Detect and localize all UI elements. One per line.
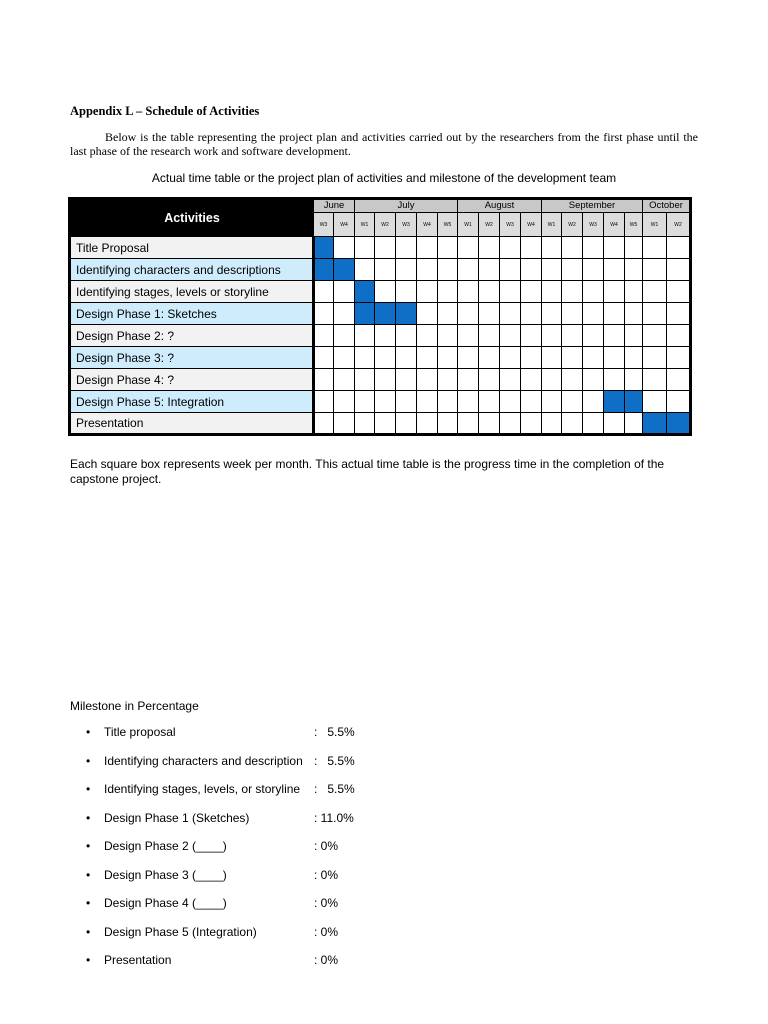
week-cell-filled: [667, 413, 691, 435]
week-cell: [542, 259, 562, 281]
week-cell: [643, 369, 667, 391]
week-cell: [583, 237, 604, 259]
week-cell-filled: [643, 413, 667, 435]
week-cell: [396, 391, 417, 413]
week-cell: [667, 347, 691, 369]
week-cell: [375, 281, 396, 303]
month-header-september: September: [542, 199, 643, 213]
week-header: W1: [355, 213, 375, 237]
table-row: [70, 369, 691, 391]
week-cell: [396, 259, 417, 281]
milestone-item: [86, 782, 416, 811]
week-cell: [375, 413, 396, 435]
week-cell: [396, 347, 417, 369]
week-cell: [667, 391, 691, 413]
week-cell: [667, 369, 691, 391]
week-cell-filled: [314, 237, 334, 259]
milestone-label: Presentation: [104, 953, 172, 967]
week-cell: [396, 413, 417, 435]
week-header: W3: [583, 213, 604, 237]
week-header: W4: [604, 213, 625, 237]
week-cell: [643, 281, 667, 303]
week-cell: [604, 347, 625, 369]
week-cell: [417, 325, 438, 347]
milestone-value: : 0%: [314, 867, 339, 882]
week-cell: [667, 237, 691, 259]
table-note: Each square box represents week per month. This actual time table is the progress time in the completion of the capstone project.: [70, 457, 665, 486]
milestone-value: : 0%: [314, 839, 339, 853]
week-cell: [479, 347, 500, 369]
week-cell: [643, 391, 667, 413]
week-cell: [417, 281, 438, 303]
week-cell: [521, 413, 542, 435]
week-cell: [521, 391, 542, 413]
week-header: W5: [625, 213, 643, 237]
week-cell: [479, 369, 500, 391]
milestone-item: [86, 754, 416, 783]
bullet-icon: •: [86, 839, 91, 853]
week-cell: [562, 259, 583, 281]
week-cell: [438, 281, 458, 303]
month-header-june: June: [314, 199, 355, 213]
week-cell: [521, 237, 542, 259]
week-cell: [500, 237, 521, 259]
milestone-value: : 0%: [314, 924, 339, 939]
week-cell: [334, 369, 355, 391]
week-cell: [542, 325, 562, 347]
milestone-value: : 5.5%: [314, 725, 355, 739]
milestone-label: Design Phase 3 (____): [104, 867, 227, 882]
milestone-item: [86, 868, 416, 897]
table-row: [70, 413, 691, 435]
week-cell: [625, 347, 643, 369]
week-cell: [583, 413, 604, 435]
week-cell: [542, 281, 562, 303]
week-cell: [667, 325, 691, 347]
week-cell: [643, 259, 667, 281]
week-cell: [542, 237, 562, 259]
week-cell: [417, 413, 438, 435]
activities-header: Activities: [70, 199, 314, 237]
week-cell: [562, 237, 583, 259]
week-cell: [438, 303, 458, 325]
activity-label: Design Phase 5: Integration: [70, 391, 314, 413]
week-cell: [479, 391, 500, 413]
week-cell: [334, 237, 355, 259]
week-header: W4: [334, 213, 355, 237]
week-cell: [521, 303, 542, 325]
week-cell: [500, 369, 521, 391]
week-cell: [334, 391, 355, 413]
week-cell: [417, 391, 438, 413]
milestone-value: : 11.0%: [314, 810, 354, 825]
table-row: [70, 391, 691, 413]
week-cell: [643, 347, 667, 369]
week-cell: [562, 281, 583, 303]
activity-label: Design Phase 2: ?: [70, 325, 314, 347]
week-cell: [396, 369, 417, 391]
week-cell: [667, 259, 691, 281]
week-header: W1: [458, 213, 479, 237]
week-cell: [479, 303, 500, 325]
week-cell: [604, 237, 625, 259]
table-row: [70, 303, 691, 325]
week-cell: [500, 325, 521, 347]
table-row: [70, 347, 691, 369]
week-cell: [500, 259, 521, 281]
milestone-label: Design Phase 5 (Integration): [104, 924, 257, 939]
milestone-value: : 0%: [314, 896, 339, 910]
bullet-icon: •: [86, 867, 91, 882]
week-cell: [375, 237, 396, 259]
week-cell: [438, 369, 458, 391]
bullet-icon: •: [86, 810, 91, 825]
week-cell: [500, 303, 521, 325]
week-cell: [542, 391, 562, 413]
activity-label: Identifying characters and descriptions: [70, 259, 314, 281]
table-row: [70, 237, 691, 259]
milestone-value: : 5.5%: [314, 753, 355, 768]
week-cell: [314, 369, 334, 391]
week-header: W2: [562, 213, 583, 237]
week-cell: [375, 347, 396, 369]
week-cell-filled: [396, 303, 417, 325]
week-cell: [521, 281, 542, 303]
milestone-value: : 0%: [314, 953, 339, 967]
week-cell: [355, 347, 375, 369]
week-cell: [458, 303, 479, 325]
bullet-icon: •: [86, 896, 91, 910]
milestone-list: [86, 725, 416, 982]
week-cell: [521, 325, 542, 347]
bullet-icon: •: [86, 924, 91, 939]
week-cell: [314, 347, 334, 369]
week-cell: [604, 325, 625, 347]
milestone-item: [86, 839, 416, 868]
week-cell: [479, 259, 500, 281]
week-cell: [375, 325, 396, 347]
week-header: W1: [542, 213, 562, 237]
week-cell-filled: [314, 259, 334, 281]
week-cell: [625, 325, 643, 347]
table-row: [70, 325, 691, 347]
week-header: W2: [479, 213, 500, 237]
milestone-value: : 5.5%: [314, 782, 355, 796]
week-cell: [521, 347, 542, 369]
week-header: W3: [314, 213, 334, 237]
week-cell: [625, 413, 643, 435]
month-header-october: October: [643, 199, 691, 213]
month-header-august: August: [458, 199, 542, 213]
week-cell: [625, 281, 643, 303]
milestone-item: [86, 725, 416, 754]
week-cell: [667, 303, 691, 325]
week-cell: [479, 413, 500, 435]
week-cell-filled: [625, 391, 643, 413]
week-cell: [500, 347, 521, 369]
week-header: W4: [521, 213, 542, 237]
week-cell: [625, 237, 643, 259]
week-cell: [604, 369, 625, 391]
week-cell: [417, 369, 438, 391]
week-cell: [562, 369, 583, 391]
week-cell: [521, 259, 542, 281]
week-header: W5: [438, 213, 458, 237]
week-cell: [542, 413, 562, 435]
week-cell: [500, 413, 521, 435]
table-caption: Actual time table or the project plan of activities and milestone of the development team: [151, 171, 617, 185]
week-cell: [583, 281, 604, 303]
week-cell: [562, 325, 583, 347]
week-header: W3: [396, 213, 417, 237]
week-cell: [375, 391, 396, 413]
bullet-icon: •: [86, 953, 91, 967]
week-cell: [458, 413, 479, 435]
milestone-label: Identifying stages, levels, or storyline: [104, 782, 301, 796]
week-cell: [583, 303, 604, 325]
week-cell: [334, 303, 355, 325]
week-cell: [458, 325, 479, 347]
milestone-item: [86, 811, 416, 840]
week-cell: [625, 303, 643, 325]
week-cell: [314, 303, 334, 325]
week-cell: [314, 391, 334, 413]
milestone-label: Title proposal: [104, 725, 176, 739]
week-cell: [334, 325, 355, 347]
week-header: W2: [667, 213, 691, 237]
week-cell-filled: [355, 281, 375, 303]
week-cell: [562, 303, 583, 325]
week-cell: [438, 347, 458, 369]
bullet-icon: •: [86, 753, 91, 768]
week-cell: [604, 303, 625, 325]
week-cell: [314, 281, 334, 303]
week-cell: [314, 413, 334, 435]
intro-paragraph: Below is the table representing the project plan and activities carried out by the researchers from the first phase until the last phase of the research work and software development.: [70, 130, 698, 158]
table-row: [70, 281, 691, 303]
week-cell: [355, 237, 375, 259]
appendix-heading: Appendix L – Schedule of Activities: [70, 104, 260, 118]
week-cell: [583, 347, 604, 369]
week-cell: [438, 237, 458, 259]
activity-label: Title Proposal: [70, 237, 314, 259]
week-cell: [355, 413, 375, 435]
week-cell: [583, 369, 604, 391]
week-cell: [417, 259, 438, 281]
milestone-item: [86, 953, 416, 982]
week-cell: [521, 369, 542, 391]
week-cell: [355, 259, 375, 281]
week-cell: [604, 259, 625, 281]
week-cell: [643, 303, 667, 325]
week-cell: [438, 259, 458, 281]
week-cell: [458, 259, 479, 281]
week-cell: [355, 391, 375, 413]
week-cell-filled: [355, 303, 375, 325]
week-cell: [562, 347, 583, 369]
month-header-july: July: [355, 199, 458, 213]
week-cell: [625, 369, 643, 391]
week-cell: [458, 369, 479, 391]
bullet-icon: •: [86, 782, 91, 796]
milestones-title: Milestone in Percentage: [70, 699, 199, 713]
bullet-icon: •: [86, 725, 91, 739]
activity-label: Identifying stages, levels or storyline: [70, 281, 314, 303]
week-cell: [355, 369, 375, 391]
table-row: [70, 259, 691, 281]
week-cell: [500, 281, 521, 303]
week-cell: [438, 325, 458, 347]
week-cell: [396, 281, 417, 303]
week-cell: [542, 369, 562, 391]
milestone-label: Design Phase 2 (____): [104, 839, 227, 853]
week-header: W2: [375, 213, 396, 237]
milestone-label: Identifying characters and description: [104, 753, 303, 768]
week-cell: [643, 325, 667, 347]
week-cell: [334, 347, 355, 369]
week-cell: [625, 259, 643, 281]
activity-label: Design Phase 1: Sketches: [70, 303, 314, 325]
week-cell: [438, 391, 458, 413]
gantt-schedule-table: [68, 197, 692, 436]
week-cell: [396, 325, 417, 347]
week-header: W4: [417, 213, 438, 237]
week-cell: [375, 259, 396, 281]
week-cell: [314, 325, 334, 347]
milestone-item: [86, 896, 416, 925]
week-cell: [375, 369, 396, 391]
week-cell: [583, 391, 604, 413]
milestone-label: Design Phase 1 (Sketches): [104, 810, 250, 825]
week-cell-filled: [334, 259, 355, 281]
week-cell: [417, 303, 438, 325]
week-cell: [500, 391, 521, 413]
week-cell: [458, 281, 479, 303]
week-cell: [355, 325, 375, 347]
week-cell: [458, 391, 479, 413]
milestone-label: Design Phase 4 (____): [104, 896, 227, 910]
week-cell: [643, 237, 667, 259]
week-cell: [458, 237, 479, 259]
week-cell: [334, 413, 355, 435]
activity-label: Presentation: [70, 413, 314, 435]
activity-label: Design Phase 4: ?: [70, 369, 314, 391]
week-cell: [562, 413, 583, 435]
week-cell: [417, 237, 438, 259]
week-cell: [542, 303, 562, 325]
week-cell: [604, 413, 625, 435]
activity-label: Design Phase 3: ?: [70, 347, 314, 369]
week-cell: [604, 281, 625, 303]
week-cell: [417, 347, 438, 369]
week-cell-filled: [375, 303, 396, 325]
week-cell: [583, 259, 604, 281]
week-cell: [458, 347, 479, 369]
week-cell-filled: [604, 391, 625, 413]
week-cell: [667, 281, 691, 303]
week-header: W1: [643, 213, 667, 237]
milestone-item: [86, 925, 416, 954]
week-cell: [562, 391, 583, 413]
week-cell: [542, 347, 562, 369]
week-cell: [583, 325, 604, 347]
week-header: W3: [500, 213, 521, 237]
week-cell: [479, 237, 500, 259]
week-cell: [479, 281, 500, 303]
week-cell: [438, 413, 458, 435]
week-cell: [334, 281, 355, 303]
week-cell: [479, 325, 500, 347]
week-cell: [396, 237, 417, 259]
